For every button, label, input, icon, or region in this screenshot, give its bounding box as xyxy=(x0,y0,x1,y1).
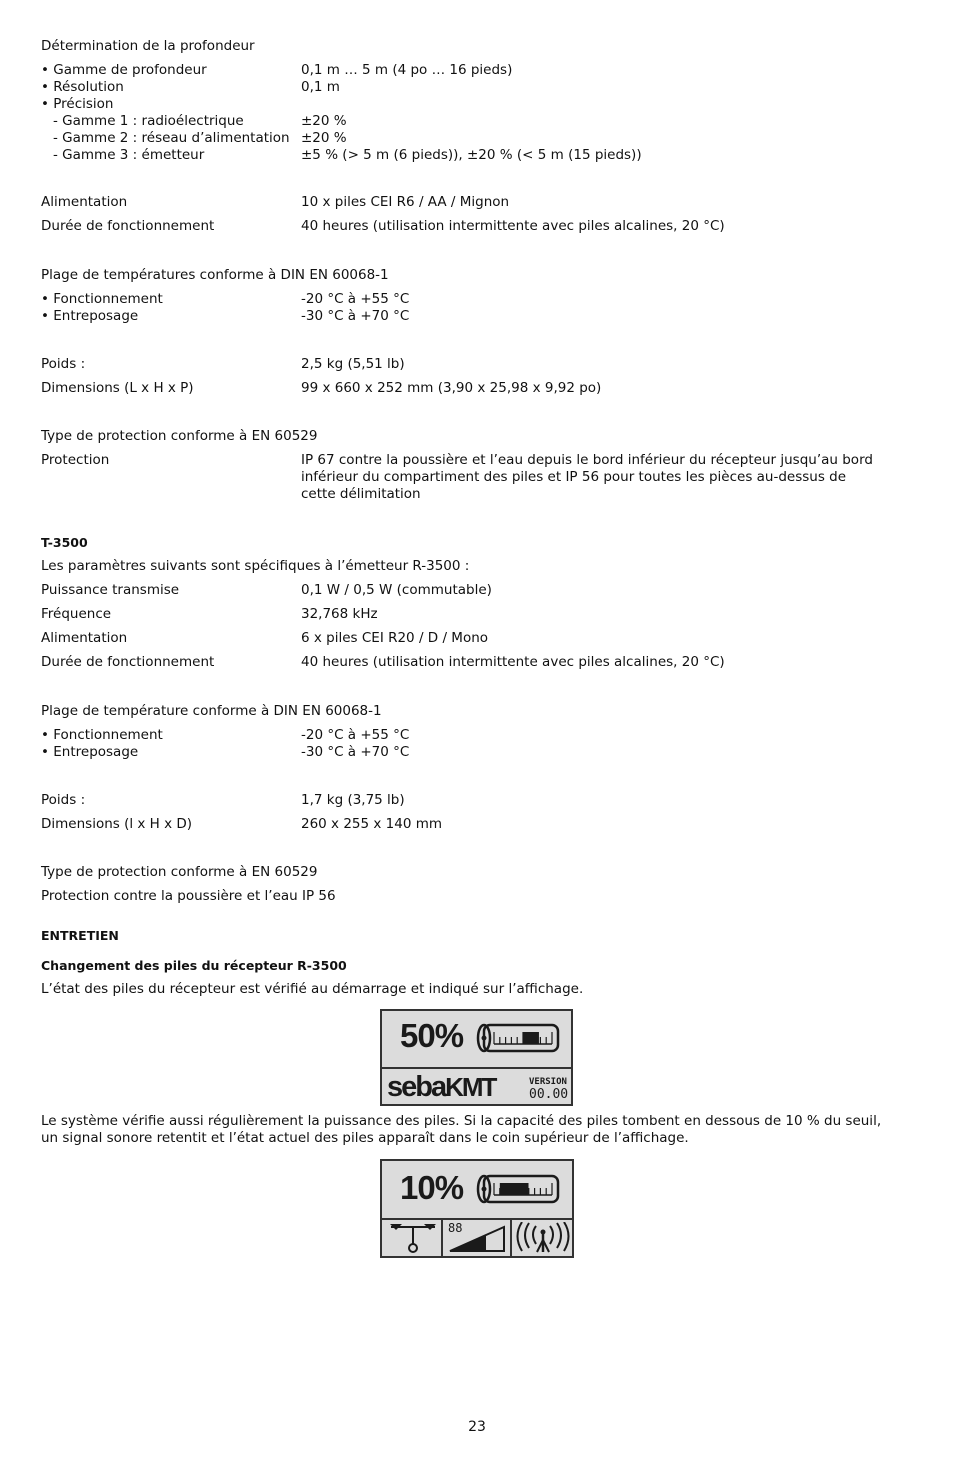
maintenance-heading: ENTRETIEN xyxy=(41,928,119,943)
tx-protection-value: Protection contre la poussière et l’eau IP 56 xyxy=(41,888,336,904)
tx-operating-temp-value: -20 °C à +55 °C xyxy=(301,727,410,743)
range2-value: ±20 % xyxy=(301,130,347,146)
resolution-value: 0,1 m xyxy=(301,79,340,95)
dimensions-value: 99 x 660 x 252 mm (3,90 x 25,98 x 9,92 po) xyxy=(301,380,602,396)
temp-heading: Plage de températures conforme à DIN EN 60068-1 xyxy=(41,267,389,283)
runtime-value: 40 heures (utilisation intermittente avec piles alcalines, 20 °C) xyxy=(301,218,725,234)
tx-power-label: Puissance transmise xyxy=(41,582,180,598)
tx-runtime-label: Durée de fonctionnement xyxy=(41,654,215,670)
frequency-value: 32,768 kHz xyxy=(301,606,378,622)
operating-temp-value: -20 °C à +55 °C xyxy=(301,291,410,307)
version-label: VERSION xyxy=(529,1077,567,1087)
depth-icon xyxy=(388,1222,438,1254)
startup-display xyxy=(380,1009,573,1106)
supply-value: 10 x piles CEI R6 / AA / Mignon xyxy=(301,194,510,210)
depth-range-label: • Gamme de profondeur xyxy=(41,62,207,78)
tx-storage-temp-label: • Entreposage xyxy=(41,744,139,760)
tx-dimensions-label: Dimensions (l x H x D) xyxy=(41,816,193,832)
battery-warning-paragraph: Le système vérifie aussi régulièrement la puissance des piles. Si la capacité des piles tombent en dessous de 10 % du seuil, un signal sonore retentit et l’état actuel des piles apparaît dans le coin supérieur de l’affichage. xyxy=(41,1113,882,1146)
weight-value: 2,5 kg (5,51 lb) xyxy=(301,356,405,372)
battery-change-heading: Changement des piles du récepteur R-3500 xyxy=(41,958,347,973)
protection-value: IP 67 contre la poussière et l’eau depuis le bord inférieur du récepteur jusqu’au bord inférieur du compartiment des piles et IP 56 pour toutes les pièces au-dessus de cette délimitation xyxy=(301,452,873,502)
signal-strength-icon xyxy=(448,1223,506,1253)
tx-temp-heading: Plage de température conforme à DIN EN 60068-1 xyxy=(41,703,382,719)
battery-icon xyxy=(476,1020,561,1056)
protection-heading: Type de protection conforme à EN 60529 xyxy=(41,428,318,444)
battery-check-paragraph: L’état des piles du récepteur est vérifié au démarrage et indiqué sur l’affichage. xyxy=(41,981,584,997)
weight-label: Poids : xyxy=(41,356,86,372)
logo-kmt: KMT xyxy=(445,1072,496,1102)
tx-runtime-value: 40 heures (utilisation intermittente avec piles alcalines, 20 °C) xyxy=(301,654,725,670)
tx-protection-heading: Type de protection conforme à EN 60529 xyxy=(41,864,318,880)
range2-label: - Gamme 2 : réseau d’alimentation xyxy=(53,130,290,146)
battery-fill xyxy=(500,1183,529,1195)
range1-label: - Gamme 1 : radioélectrique xyxy=(53,113,244,129)
t3500-heading: T-3500 xyxy=(41,535,88,550)
dimensions-label: Dimensions (L x H x P) xyxy=(41,380,194,396)
storage-temp-label: • Entreposage xyxy=(41,308,139,324)
depth-range-value: 0,1 m … 5 m (4 po … 16 pieds) xyxy=(301,62,513,78)
display-divider-vertical xyxy=(510,1218,512,1256)
battery-percent: 50% xyxy=(400,1017,464,1054)
supply-label: Alimentation xyxy=(41,194,128,210)
resolution-label: • Résolution xyxy=(41,79,124,95)
tx-storage-temp-value: -30 °C à +70 °C xyxy=(301,744,410,760)
depth-heading: Détermination de la profondeur xyxy=(41,38,255,54)
seba-logo xyxy=(387,1071,495,1104)
display-divider xyxy=(382,1218,572,1220)
tx-power-value: 0,1 W / 0,5 W (commutable) xyxy=(301,582,492,598)
tx-operating-temp-label: • Fonctionnement xyxy=(41,727,163,743)
accuracy-label: • Précision xyxy=(41,96,114,112)
logo-seba: seba xyxy=(387,1071,446,1103)
page-number: 23 xyxy=(468,1419,486,1435)
operating-temp-label: • Fonctionnement xyxy=(41,291,163,307)
antenna-icon xyxy=(516,1222,570,1254)
tx-weight-label: Poids : xyxy=(41,792,86,808)
t3500-intro: Les paramètres suivants sont spécifiques à l’émetteur R-3500 : xyxy=(41,558,470,574)
range3-value: ±5 % (> 5 m (6 pieds)), ±20 % (< 5 m (15 pieds)) xyxy=(301,147,642,163)
range3-label: - Gamme 3 : émetteur xyxy=(53,147,205,163)
tx-dimensions-value: 260 x 255 x 140 mm xyxy=(301,816,443,832)
battery-percent-low: 10% xyxy=(400,1169,464,1206)
display-divider xyxy=(382,1067,571,1069)
battery-low-icon xyxy=(476,1171,561,1207)
display-divider-vertical xyxy=(441,1218,443,1256)
runtime-label: Durée de fonctionnement xyxy=(41,218,215,234)
tx-supply-label: Alimentation xyxy=(41,630,128,646)
tx-supply-value: 6 x piles CEI R20 / D / Mono xyxy=(301,630,489,646)
storage-temp-value: -30 °C à +70 °C xyxy=(301,308,410,324)
frequency-label: Fréquence xyxy=(41,606,112,622)
gain-value: 88 xyxy=(448,1221,463,1235)
tx-weight-value: 1,7 kg (3,75 lb) xyxy=(301,792,405,808)
operation-display xyxy=(380,1159,574,1258)
version-value: 00.00 xyxy=(529,1087,569,1102)
battery-fill xyxy=(523,1032,539,1044)
range1-value: ±20 % xyxy=(301,113,347,129)
protection-label: Protection xyxy=(41,452,110,468)
